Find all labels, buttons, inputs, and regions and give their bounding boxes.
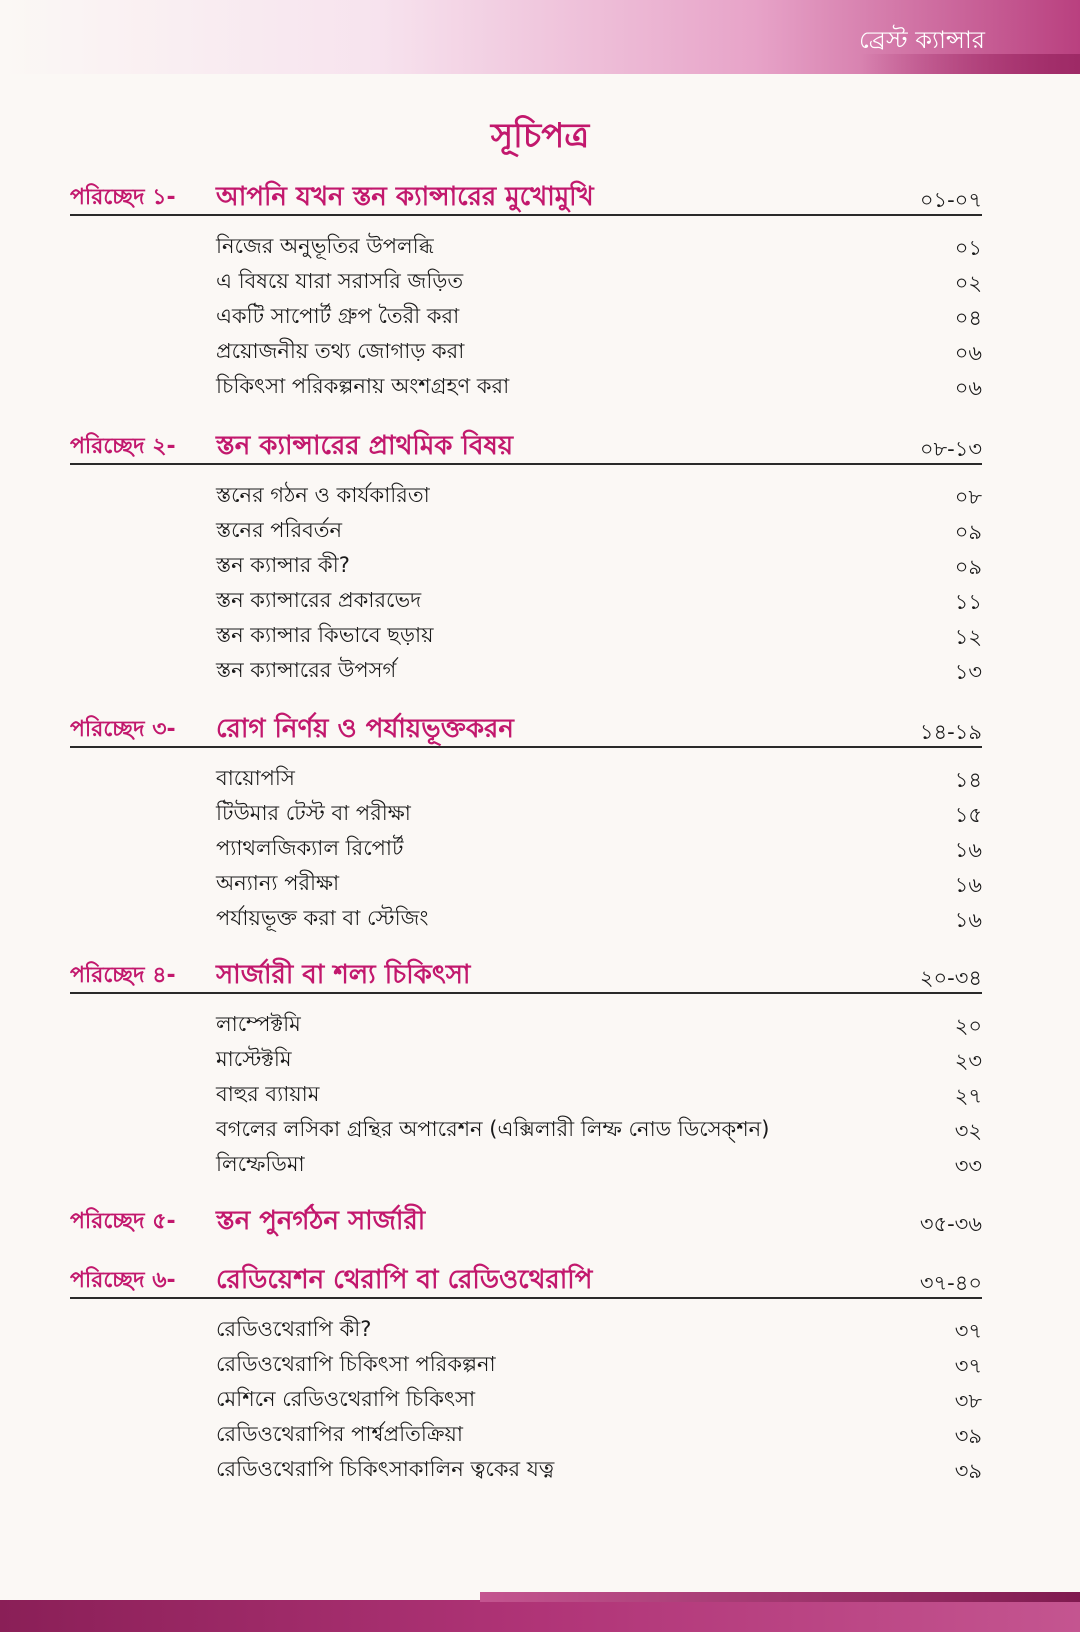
entry-title: স্তনের গঠন ও কার্যকারিতা bbox=[216, 483, 430, 507]
entry-page: ৩৮ bbox=[954, 1389, 982, 1413]
entry-page: ১৪ bbox=[954, 768, 982, 792]
entry-title: রেডিওথেরাপি কী? bbox=[216, 1317, 372, 1341]
chapter-label: পরিচ্ছেদ ১- bbox=[70, 185, 176, 210]
chapter-label: পরিচ্ছেদ ৪- bbox=[70, 963, 176, 988]
toc-entry[interactable] bbox=[70, 1109, 982, 1144]
chapter-heading bbox=[70, 176, 982, 216]
entry-title: লিম্ফেডিমা bbox=[216, 1152, 305, 1176]
toc-entry[interactable] bbox=[70, 1414, 982, 1449]
entry-page: ০৯ bbox=[954, 555, 982, 579]
chapter-title: আপনি যখন স্তন ক্যান্সারের মুখোমুখি bbox=[216, 182, 594, 212]
chapter-page-range: ২০-৩৪ bbox=[919, 966, 982, 990]
toc-entry[interactable] bbox=[70, 296, 982, 331]
toc-entry[interactable] bbox=[70, 650, 982, 685]
entry-page: ০১ bbox=[954, 236, 982, 260]
chapter-4 bbox=[70, 954, 982, 1179]
toc-entry[interactable] bbox=[70, 828, 982, 863]
entry-page: ৩৯ bbox=[954, 1424, 982, 1448]
chapter-title: স্তন ক্যান্সারের প্রাথমিক বিষয় bbox=[216, 431, 514, 461]
toc-entry[interactable] bbox=[70, 1039, 982, 1074]
chapter-page-range: ৩৭-৪০ bbox=[919, 1271, 982, 1295]
toc-entry[interactable] bbox=[70, 545, 982, 580]
section-list bbox=[70, 748, 982, 933]
chapter-title: স্তন পুনর্গঠন সার্জারী bbox=[216, 1206, 426, 1236]
chapter-3 bbox=[70, 708, 982, 933]
toc-entry[interactable] bbox=[70, 615, 982, 650]
entry-page: ৩৭ bbox=[954, 1354, 982, 1378]
entry-title: বাহুর ব্যায়াম bbox=[216, 1082, 320, 1106]
entry-page: ০৮ bbox=[954, 485, 982, 509]
entry-page: ৩৭ bbox=[954, 1319, 982, 1343]
entry-page: ১৬ bbox=[954, 838, 982, 862]
entry-title: স্তনের পরিবর্তন bbox=[216, 518, 343, 542]
toc-entry[interactable] bbox=[70, 793, 982, 828]
section-list bbox=[70, 216, 982, 401]
chapter-page-range: ১৪-১৯ bbox=[919, 720, 982, 744]
chapter-heading bbox=[70, 1259, 982, 1299]
entry-page: ২০ bbox=[954, 1014, 982, 1038]
entry-title: স্তন ক্যান্সারের উপসর্গ bbox=[216, 658, 397, 682]
toc-entry[interactable] bbox=[70, 758, 982, 793]
footer-band-accent bbox=[480, 1592, 1080, 1602]
toc-entry[interactable] bbox=[70, 898, 982, 933]
entry-title: রেডিওথেরাপি চিকিৎসাকালিন ত্বকের যত্ন bbox=[216, 1457, 555, 1481]
entry-page: ০৪ bbox=[954, 306, 982, 330]
entry-page: ২৭ bbox=[954, 1084, 982, 1108]
section-list bbox=[70, 465, 982, 685]
section-list bbox=[70, 1299, 982, 1484]
entry-title: পর্যায়ভূক্ত করা বা স্টেজিং bbox=[216, 906, 429, 930]
entry-page: ০২ bbox=[954, 271, 982, 295]
entry-page: ১১ bbox=[954, 590, 982, 614]
entry-title: মাস্টেক্টমি bbox=[216, 1047, 292, 1071]
chapter-2 bbox=[70, 425, 982, 685]
chapter-heading bbox=[70, 425, 982, 465]
chapter-6 bbox=[70, 1259, 982, 1484]
entry-title: লাম্পেক্টমি bbox=[216, 1012, 301, 1036]
toc-entry[interactable] bbox=[70, 580, 982, 615]
entry-page: ১২ bbox=[954, 625, 982, 649]
toc-entry[interactable] bbox=[70, 475, 982, 510]
entry-title: চিকিৎসা পরিকল্পনায় অংশগ্রহণ করা bbox=[216, 374, 510, 398]
toc-entry[interactable] bbox=[70, 1344, 982, 1379]
toc-entry[interactable] bbox=[70, 226, 982, 261]
toc-entry[interactable] bbox=[70, 366, 982, 401]
toc-entry[interactable] bbox=[70, 1144, 982, 1179]
toc-title: সূচিপত্র bbox=[490, 116, 590, 156]
chapter-5 bbox=[70, 1200, 982, 1238]
chapter-page-range: ০১-০৭ bbox=[919, 188, 982, 212]
running-header: ব্রেস্ট ক্যান্সার bbox=[859, 26, 985, 54]
entry-page: ১৬ bbox=[954, 908, 982, 932]
chapter-title: রোগ নির্ণয় ও পর্যায়ভূক্তকরন bbox=[216, 714, 514, 744]
chapter-title: সার্জারী বা শল্য চিকিৎসা bbox=[216, 960, 471, 990]
entry-title: এ বিষয়ে যারা সরাসরি জড়িত bbox=[216, 269, 464, 293]
toc-entry[interactable] bbox=[70, 1309, 982, 1344]
entry-page: ৩২ bbox=[954, 1119, 982, 1143]
entry-title: প্যাথলজিক্যাল রিপোর্ট bbox=[216, 836, 404, 860]
entry-title: একটি সাপোর্ট গ্রুপ তৈরী করা bbox=[216, 304, 460, 328]
entry-title: স্তন ক্যান্সার কিভাবে ছড়ায় bbox=[216, 623, 434, 647]
entry-page: ২৩ bbox=[954, 1049, 982, 1073]
chapter-label: পরিচ্ছেদ ২- bbox=[70, 434, 176, 459]
toc-entry[interactable] bbox=[70, 331, 982, 366]
chapter-label: পরিচ্ছেদ ৬- bbox=[70, 1268, 176, 1293]
toc-entry[interactable] bbox=[70, 261, 982, 296]
entry-title: রেডিওথেরাপি চিকিৎসা পরিকল্পনা bbox=[216, 1352, 496, 1376]
entry-title: স্তন ক্যান্সারের প্রকারভেদ bbox=[216, 588, 422, 612]
entry-title: টিউমার টেস্ট বা পরীক্ষা bbox=[216, 801, 411, 825]
entry-title: বায়োপসি bbox=[216, 766, 295, 790]
chapter-heading bbox=[70, 1200, 982, 1238]
entry-title: বগলের লসিকা গ্রন্থির অপারেশন (এক্সিলারী লিম্ফ নোড ডিসেক্শন) bbox=[216, 1117, 770, 1141]
entry-page: ০৬ bbox=[954, 376, 982, 400]
entry-page: ৩৯ bbox=[954, 1459, 982, 1483]
toc-entry[interactable] bbox=[70, 510, 982, 545]
entry-title: মেশিনে রেডিওথেরাপি চিকিৎসা bbox=[216, 1387, 476, 1411]
entry-title: প্রয়োজনীয় তথ্য জোগাড় করা bbox=[216, 339, 465, 363]
entry-page: ০৯ bbox=[954, 520, 982, 544]
entry-title: নিজের অনুভূতির উপলব্ধি bbox=[216, 234, 434, 258]
toc-entry[interactable] bbox=[70, 1449, 982, 1484]
chapter-title: রেডিয়েশন থেরাপি বা রেডিওথেরাপি bbox=[216, 1265, 593, 1295]
toc-entry[interactable] bbox=[70, 863, 982, 898]
section-list bbox=[70, 994, 982, 1179]
top-banner bbox=[0, 0, 1080, 74]
entry-page: ০৬ bbox=[954, 341, 982, 365]
chapter-1 bbox=[70, 176, 982, 401]
entry-page: ৩৩ bbox=[954, 1154, 982, 1178]
entry-title: অন্যান্য পরীক্ষা bbox=[216, 871, 340, 895]
chapter-page-range: ৩৫-৩৬ bbox=[919, 1212, 982, 1236]
chapter-heading bbox=[70, 954, 982, 994]
chapter-heading bbox=[70, 708, 982, 748]
footer-band bbox=[0, 1600, 1080, 1632]
chapter-label: পরিচ্ছেদ ৫- bbox=[70, 1209, 176, 1234]
toc-entry[interactable] bbox=[70, 1004, 982, 1039]
toc-entry[interactable] bbox=[70, 1074, 982, 1109]
entry-page: ১৬ bbox=[954, 873, 982, 897]
entry-page: ১৩ bbox=[954, 660, 982, 684]
entry-title: রেডিওথেরাপির পার্শ্বপ্রতিক্রিয়া bbox=[216, 1422, 463, 1446]
chapter-label: পরিচ্ছেদ ৩- bbox=[70, 717, 176, 742]
entry-title: স্তন ক্যান্সার কী? bbox=[216, 553, 350, 577]
entry-page: ১৫ bbox=[954, 803, 982, 827]
chapter-page-range: ০৮-১৩ bbox=[919, 437, 982, 461]
toc-entry[interactable] bbox=[70, 1379, 982, 1414]
